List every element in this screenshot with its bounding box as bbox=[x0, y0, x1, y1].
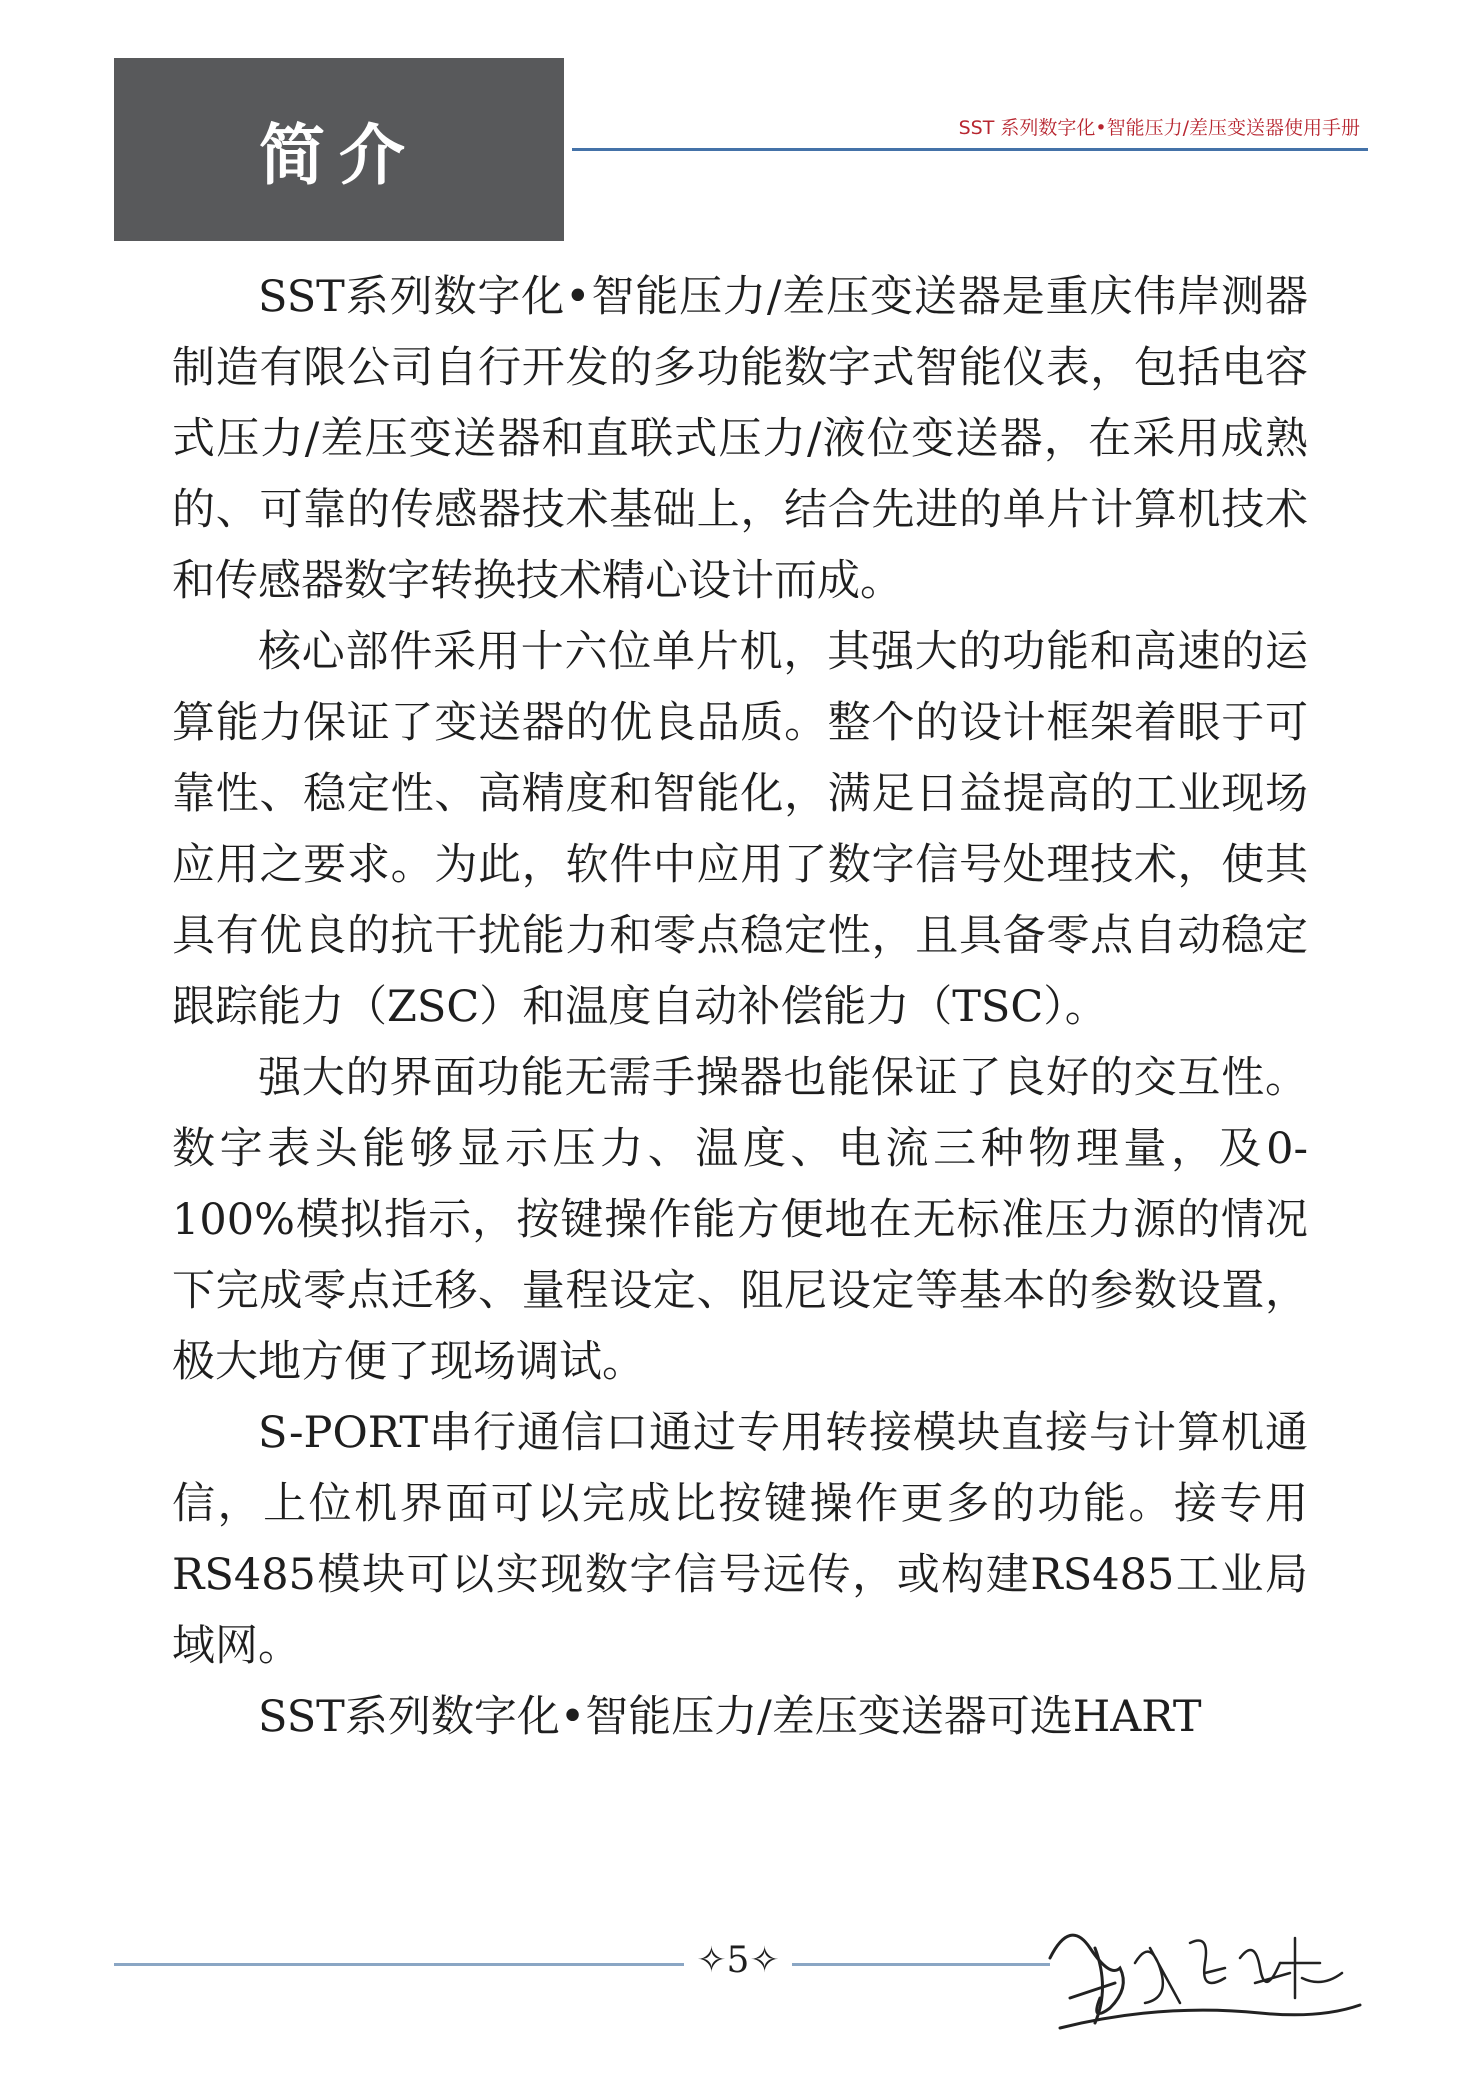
section-title: 简介 bbox=[259, 117, 419, 194]
paragraph: S-PORT串行通信口通过专用转接模块直接与计算机通信，上位机界面可以完成比按键操作更多的功能。接专用RS485模块可以实现数字信号远传，或构建RS485工业局域网。 bbox=[172, 1408, 1308, 1671]
signature-image bbox=[1040, 1888, 1370, 2038]
paragraph: SST系列数字化•智能压力/差压变送器可选HART bbox=[258, 1692, 1202, 1742]
paragraph: 强大的界面功能无需手操器也能保证了良好的交互性。数字表头能够显示压力、温度、电流三种物理量，及0-100%模拟指示，按键操作能方便地在无标准压力源的情况下完成零点迁移、量程设定、阻尼设定等基本的参数设置，极大地方便了现场调试。 bbox=[172, 1053, 1308, 1387]
paragraph: 核心部件采用十六位单片机，其强大的功能和高速的运算能力保证了变送器的优良品质。整个的设计框架着眼于可靠性、稳定性、高精度和智能化，满足日益提高的工业现场应用之要求。为此，软件中应用了数字信号处理技术，使其具有优良的抗干扰能力和零点稳定性，且具备零点自动稳定跟踪能力（ZSC）和温度自动补偿能力（TSC）。 bbox=[172, 627, 1308, 1032]
header-rule bbox=[572, 148, 1368, 151]
footer-rule-left bbox=[114, 1963, 684, 1966]
running-header: SST 系列数字化•智能压力/差压变送器使用手册 bbox=[958, 117, 1360, 139]
title-block bbox=[114, 58, 564, 241]
paragraph: SST系列数字化•智能压力/差压变送器是重庆伟岸测器制造有限公司自行开发的多功能数字式智能仪表，包括电容式压力/差压变送器和直联式压力/液位变送器，在采用成熟的、可靠的传感器技术基础上，结合先进的单片计算机技术和传感器数字转换技术精心设计而成。 bbox=[172, 272, 1308, 606]
page-number: ✧5✧ bbox=[696, 1940, 780, 1981]
body-text bbox=[172, 262, 1308, 1753]
footer-rule-right bbox=[792, 1963, 1050, 1966]
